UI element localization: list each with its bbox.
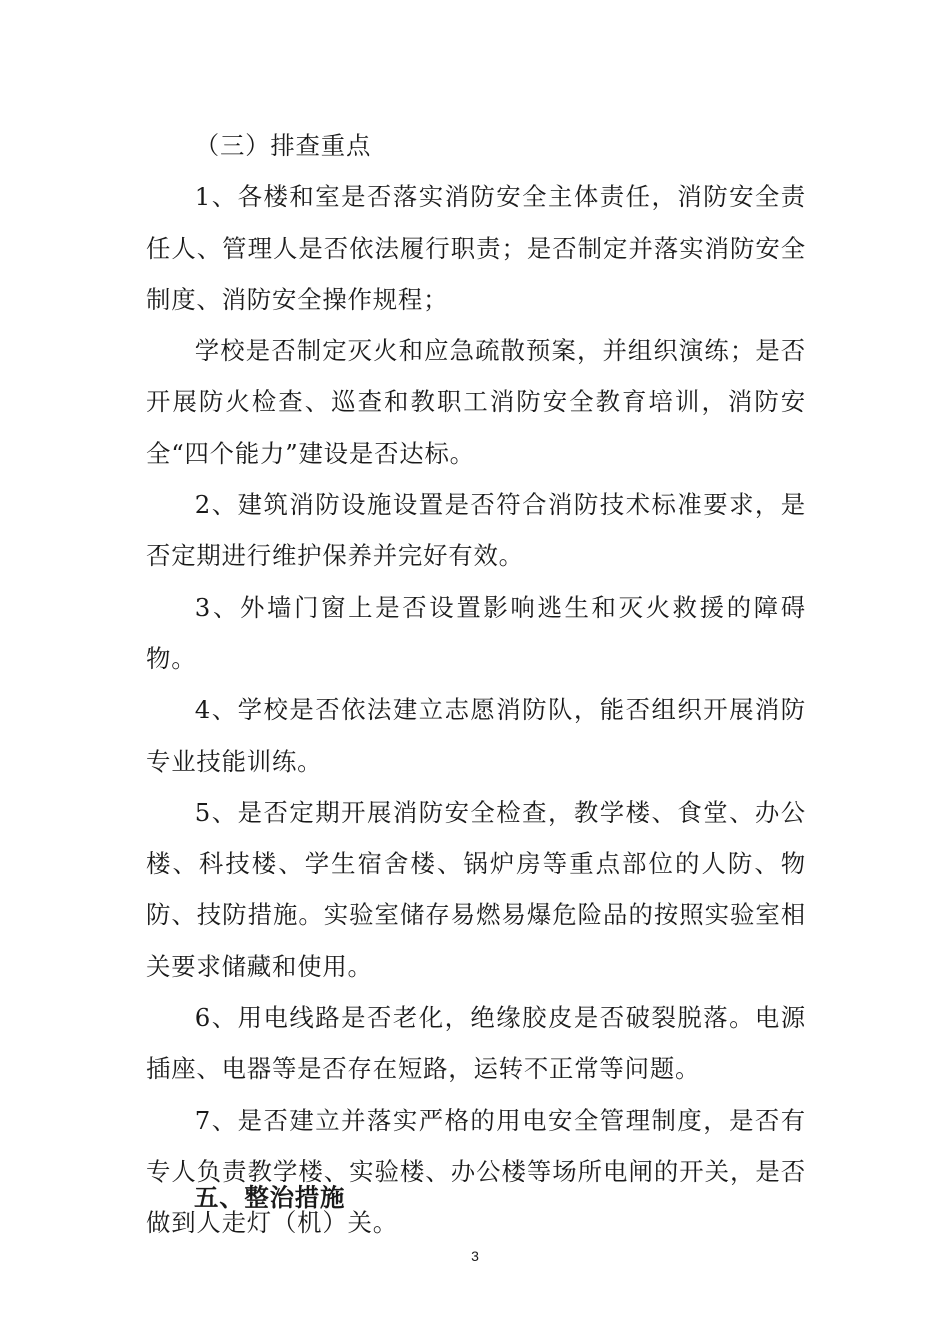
paragraph-item-3: 3、外墙门窗上是否设置影响逃生和灭火救援的障碍物。 <box>146 592 806 673</box>
page-number: 3 <box>471 1248 479 1264</box>
document-body <box>146 120 806 1249</box>
paragraph-item-6: 6、用电线路是否老化，绝缘胶皮是否破裂脱落。电源插座、电器等是否存在短路，运转不正常等问题。 <box>146 1003 806 1084</box>
paragraph-item-1: 1、各楼和室是否落实消防安全主体责任，消防安全责任人、管理人是否依法履行职责；是否制定并落实消防安全制度、消防安全操作规程； <box>146 182 806 314</box>
paragraph-item-2: 2、建筑消防设施设置是否符合消防技术标准要求，是否定期进行维护保养并完好有效。 <box>146 490 806 571</box>
paragraph-item-1-continued: 学校是否制定灭火和应急疏散预案，并组织演练；是否开展防火检查、巡查和教职工消防安全教育培训，消防安全“四个能力”建设是否达标。 <box>146 336 806 468</box>
section-heading: 五、整治措施 <box>194 1183 346 1212</box>
paragraph-item-4: 4、学校是否依法建立志愿消防队，能否组织开展消防专业技能训练。 <box>146 695 806 776</box>
paragraph-item-7: 7、是否建立并落实严格的用电安全管理制度，是否有专人负责教学楼、实验楼、办公楼等场所电闸的开关，是否做到人走灯（机）关。 <box>146 1105 806 1238</box>
paragraph-item-5: 5、是否定期开展消防安全检查，教学楼、食堂、办公楼、科技楼、学生宿舍楼、锅炉房等重点部位的人防、物防、技防措施。实验室储存易燃易爆危险品的按照实验室相关要求储藏和使用。 <box>146 797 806 981</box>
subsection-heading: （三）排查重点 <box>194 131 372 160</box>
